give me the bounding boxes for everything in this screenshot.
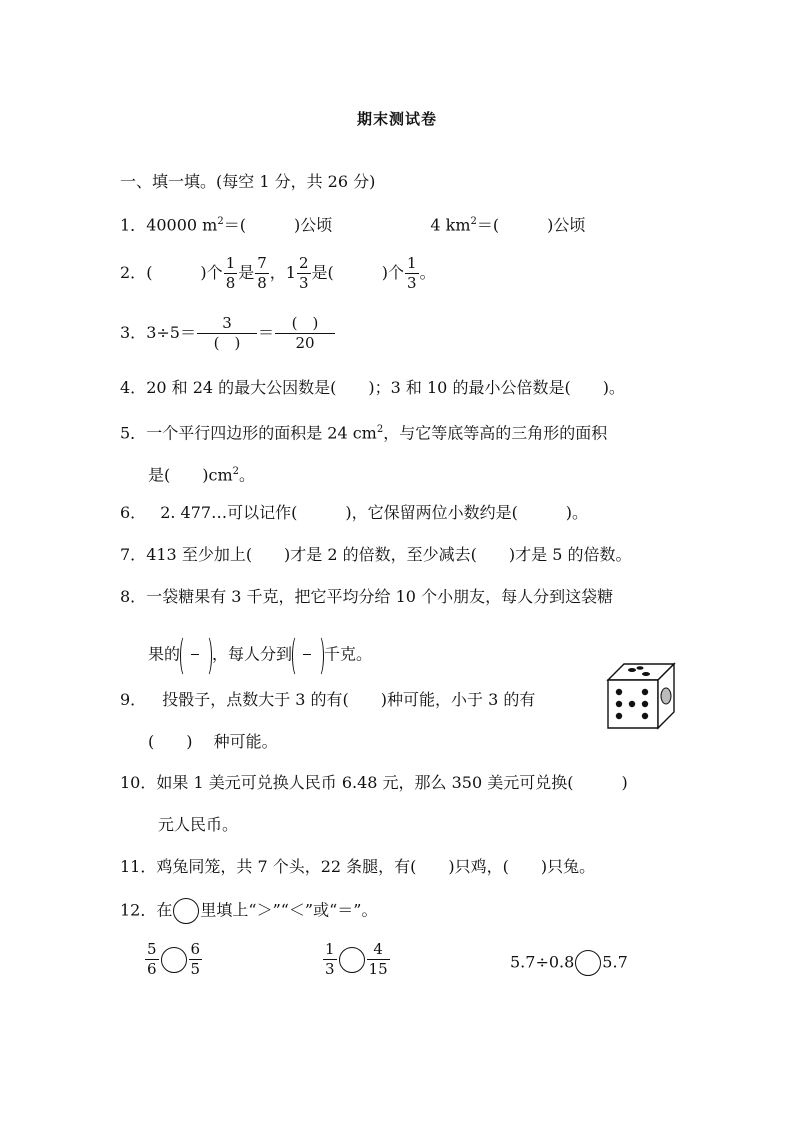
compare-circle[interactable] (575, 950, 601, 976)
question-8: 8．一袋糖果有 3 千克，把它平均分给 10 个小朋友，每人分到这袋糖 (120, 587, 614, 606)
question-10-cont: 元人民币。 (158, 815, 239, 834)
question-6: 6． 2. 477…可以记作( )，它保留两位小数约是( )。 (120, 503, 589, 522)
page-title: 期末测试卷 (356, 110, 437, 128)
fraction: $\frac{7}{8}$ (257, 254, 267, 292)
question-3: 3．3÷5＝ $\frac{3}{( )}$ ＝ $\frac{( )}{20}$ (120, 316, 336, 351)
question-5: 5．一个平行四边形的面积是 24 $cm^2$，与它等底等高的三角形的面积 (120, 423, 608, 443)
compare-item-2: $\frac{1}{3}$ $\frac{4}{15}$ (325, 940, 388, 978)
compare-circle[interactable] (339, 947, 365, 973)
fraction-blank (180, 635, 212, 675)
question-8-cont: 果的 ，每人分到 千克。 (148, 635, 372, 675)
question-2: 2．( )个 $\frac{1}{8}$ 是 $\frac{7}{8}$ ，1 $\frac{2}{3}$ 是( )个 $\frac{1}{3}$ 。 (120, 254, 436, 292)
fraction: $\frac{( )}{20}$ (275, 316, 335, 351)
fraction: $\frac{1}{3}$ (407, 254, 417, 292)
question-1: 1．40000 $m^2=$( )公顷 4 $km^2=$( )公顷 (120, 215, 586, 235)
question-12: 12．在 里填上“＞”“＜”或“＝”。 (120, 898, 377, 924)
fraction: $\frac{3}{( )}$ (197, 316, 257, 351)
question-9: 9． 投骰子，点数大于 3 的有( )种可能，小于 3 的有 (120, 690, 536, 709)
question-5-cont: 是( )$cm^2$。 (148, 465, 256, 485)
question-10: 10．如果 1 美元可兑换人民币 6.48 元，那么 350 美元可兑换( ) (120, 773, 628, 792)
compare-item-3: 5.7÷0.8 5.7 (510, 950, 628, 976)
compare-item-1: $\frac{5}{6}$ $\frac{6}{5}$ (147, 940, 201, 978)
dice-icon (606, 662, 678, 730)
question-7: 7．413 至少加上( )才是 2 的倍数，至少减去( )才是 5 的倍数。 (120, 545, 632, 564)
question-4: 4．20 和 24 的最大公因数是( )；3 和 10 的最小公倍数是( )。 (120, 378, 625, 397)
compare-circle[interactable] (161, 947, 187, 973)
fraction: $\frac{1}{8}$ (225, 254, 236, 292)
fraction-blank (292, 635, 324, 675)
section-heading: 一、填一填。(每空 1 分，共 26 分) (120, 172, 376, 191)
question-11: 11．鸡兔同笼，共 7 个头，22 条腿，有( )只鸡，( )只兔。 (120, 857, 596, 876)
question-9-cont: ( ) 种可能。 (148, 732, 278, 751)
compare-circle[interactable] (173, 898, 199, 924)
fraction: $\frac{2}{3}$ (298, 254, 309, 292)
